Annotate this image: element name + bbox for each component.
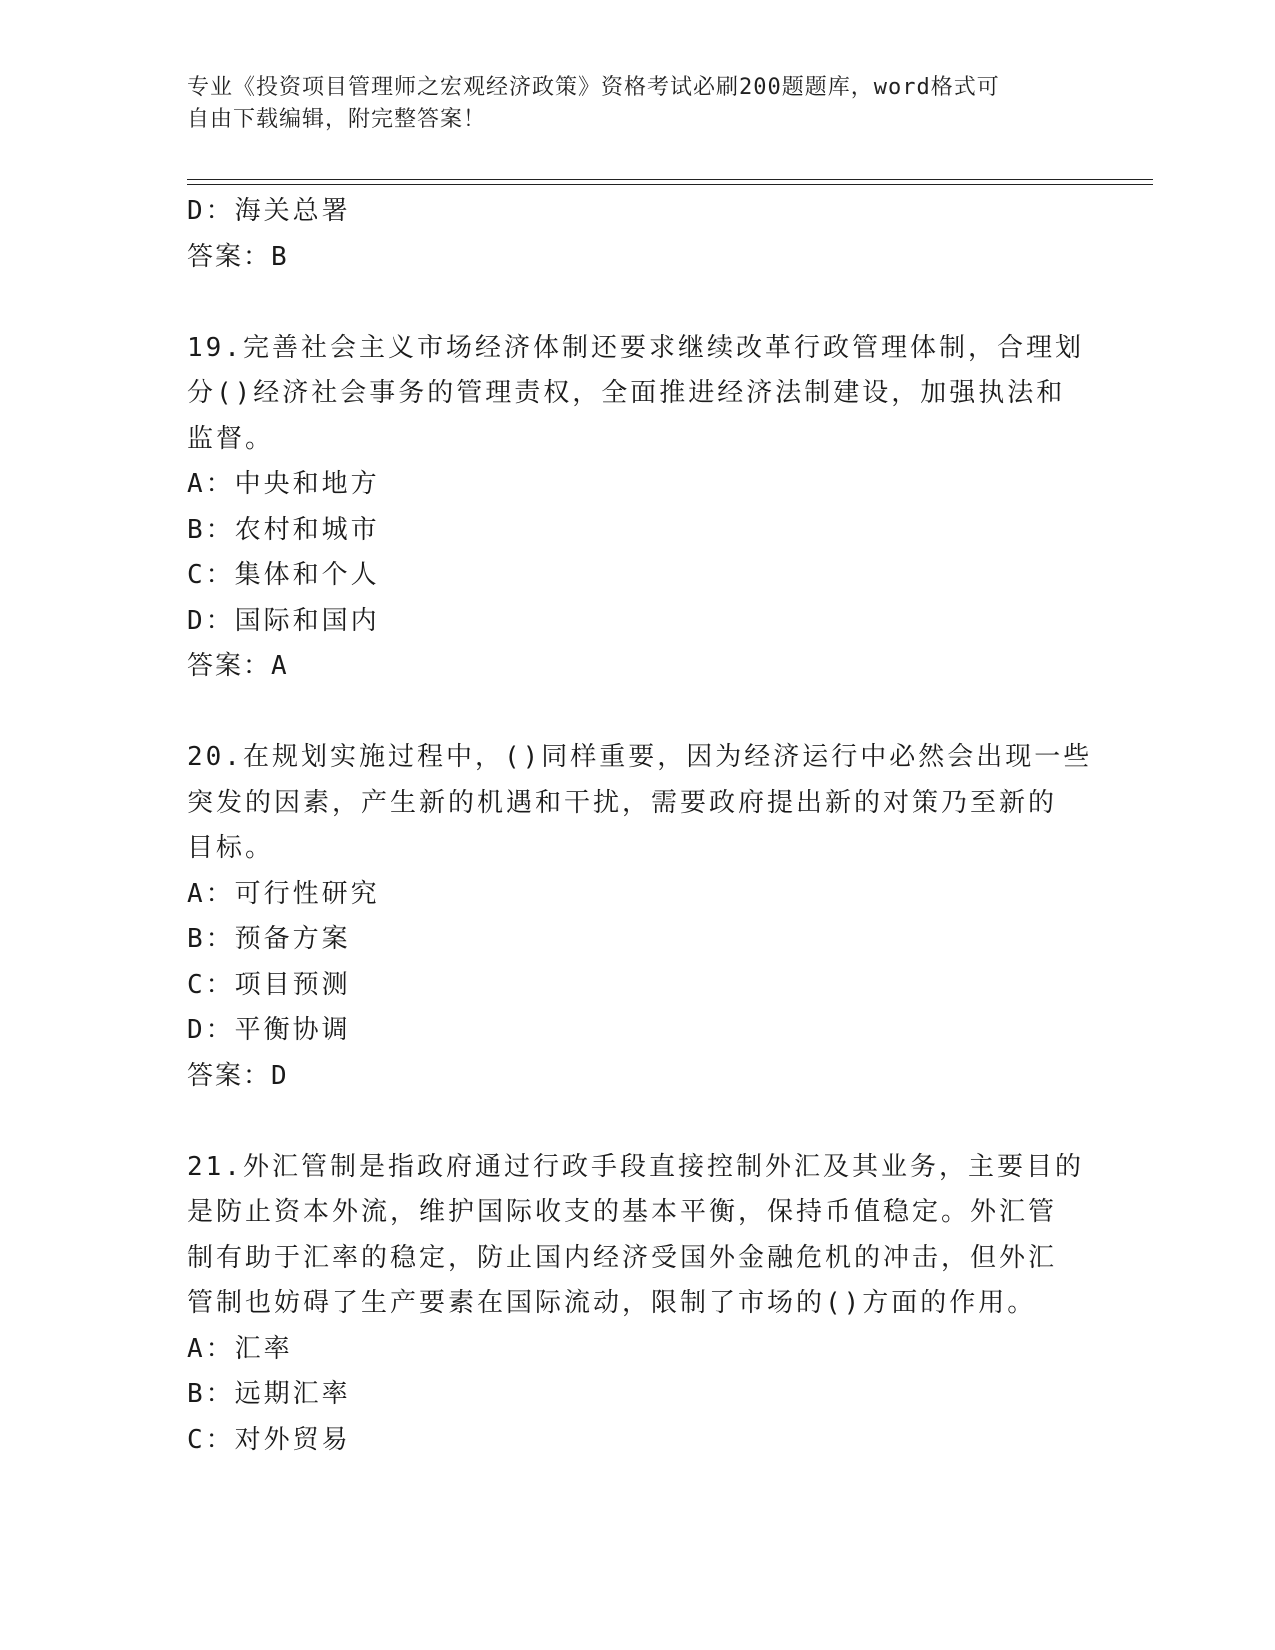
header-rule-bottom xyxy=(187,184,1153,185)
question-stem-line: 21.外汇管制是指政府通过行政手段直接控制外汇及其业务，主要目的 xyxy=(187,1151,1084,1182)
spacer xyxy=(187,690,1067,736)
question-stem-line: 19.完善社会主义市场经济体制还要求继续改革行政管理体制，合理划 xyxy=(187,332,1084,363)
spacer xyxy=(187,280,1067,326)
question-stem-line: 是防止资本外流，维护国际收支的基本平衡，保持币值稳定。外汇管 xyxy=(187,1197,1058,1227)
question-block xyxy=(187,1145,1084,1464)
option-a: A：中央和地方 xyxy=(187,469,380,499)
question-block xyxy=(187,326,1084,690)
question-content xyxy=(187,189,1093,1463)
question-stem-line: 突发的因素，产生新的机遇和干扰，需要政府提出新的对策乃至新的 xyxy=(187,787,1058,818)
spacer xyxy=(187,1099,1067,1145)
option-c: C：集体和个人 xyxy=(187,560,380,590)
option-b: B：预备方案 xyxy=(187,924,351,954)
question-stem-line: 20.在规划实施过程中，()同样重要，因为经济运行中必然会出现一些 xyxy=(187,742,1093,772)
option-c: C：对外贸易 xyxy=(187,1424,351,1455)
option-c: C：项目预测 xyxy=(187,969,351,1000)
option-d: D：国际和国内 xyxy=(187,605,380,636)
header-rule-top xyxy=(187,179,1153,180)
answer-line: 答案：B xyxy=(187,241,289,272)
option-d: D：海关总署 xyxy=(187,196,351,226)
option-a: A：汇率 xyxy=(187,1333,293,1364)
option-d: D：平衡协调 xyxy=(187,1015,351,1045)
option-b: B：远期汇率 xyxy=(187,1379,351,1409)
answer-line: 答案：D xyxy=(187,1060,289,1091)
option-b: B：农村和城市 xyxy=(187,514,380,545)
question-block xyxy=(187,735,1093,1099)
question-stem-line: 制有助于汇率的稳定，防止国内经济受国外金融危机的冲击，但外汇 xyxy=(187,1242,1058,1273)
option-a: A：可行性研究 xyxy=(187,878,380,909)
header-line-1: 专业《投资项目管理师之宏观经济政策》资格考试必刷200题题库，word格式可 xyxy=(187,75,1000,100)
question-stem-line: 目标。 xyxy=(187,833,275,863)
question-stem-line: 监督。 xyxy=(187,423,275,454)
header-line-2: 自由下载编辑，附完整答案！ xyxy=(187,107,487,132)
question-stem-line: 分()经济社会事务的管理责权，全面推进经济法制建设，加强执法和 xyxy=(187,378,1066,408)
page-header xyxy=(187,72,1067,136)
question-stem-line: 管制也妨碍了生产要素在国际流动，限制了市场的()方面的作用。 xyxy=(187,1288,1037,1318)
answer-line: 答案：A xyxy=(187,651,289,681)
